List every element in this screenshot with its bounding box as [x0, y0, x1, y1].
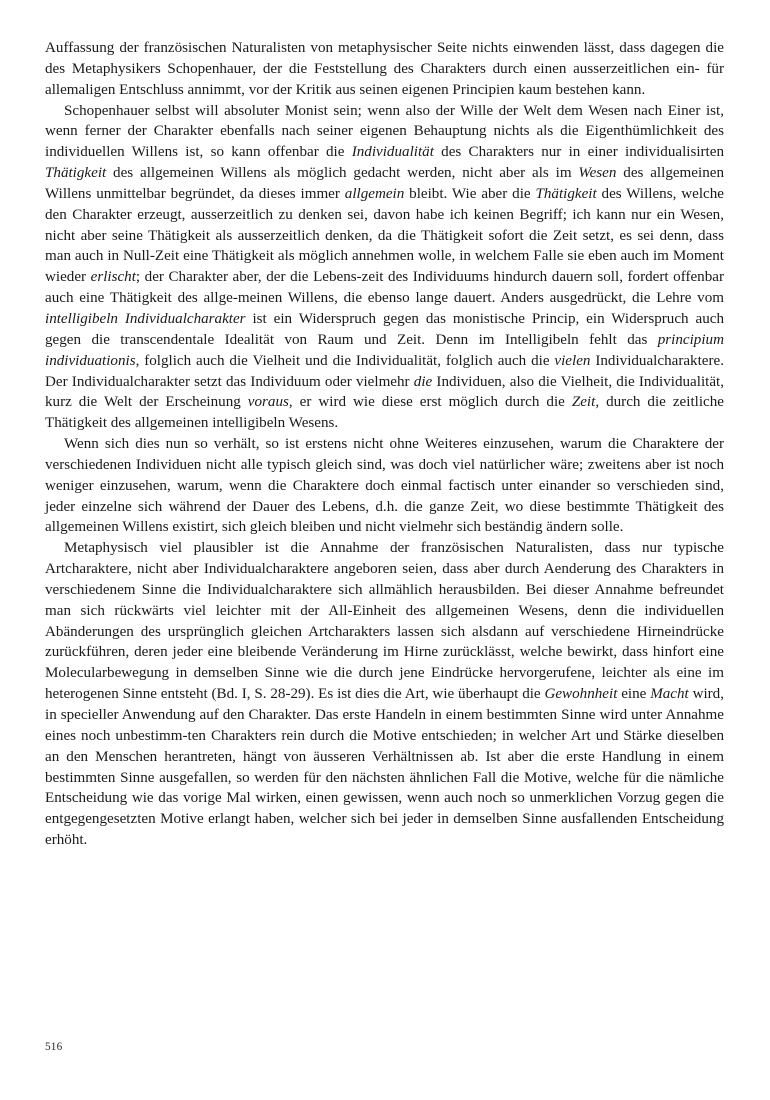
- body-text-block: [45, 38, 724, 851]
- emphasis-text: Thätigkeit: [45, 165, 107, 182]
- emphasis-text: intelligibeln Individualcharakter: [45, 310, 246, 327]
- emphasis-text: voraus: [247, 394, 289, 411]
- emphasis-text: allgemein: [344, 185, 405, 202]
- paragraph: Wenn sich dies nun so verhält, so ist erstens nicht ohne Weiteres einzusehen, warum die Charaktere der verschiedenen Individuen nicht alle typisch gleich sind, was doch viel natürlicher wäre; zweitens aber ist noch weniger einzusehen, warum, wenn die Charaktere doch einmal factisch unter einander so verschieden sind, jeder einzelne sich während der Dauer des Lebens, d.h. die ganze Zeit, wo diese bestimmte Thätigkeit des allgemeinen Willens existirt, sich gleich bleiben und nicht vielmehr sich beständig ändern solle.: [45, 436, 724, 536]
- emphasis-text: principium individuationis: [45, 331, 724, 369]
- emphasis-text: Individualität: [351, 144, 434, 161]
- emphasis-text: vielen: [554, 352, 591, 369]
- paragraph: Metaphysisch viel plausibler ist die Annahme der französischen Naturalisten, dass nur typische Artcharaktere, nicht aber Individualcharaktere angeboren seien, dass aber durch Aenderung des Charakters in verschiedenem Sinne die Individualcharaktere sich allmählich herausbilden. Bei dieser Annahme befreundet man sich rückwärts viel leichter mit der All-Einheit des allgemeinen Wesens, denn die individuellen Abänderungen des ursprünglich gleichen Artcharakters lassen sich alsdann auf verschiedene Hirneindrücke zurückführen, deren jeder eine bleibende Veränderung im Hirne zurücklässt, welche bewirkt, dass hinfort eine Molecularbewegung in demselben Sinne wie die durch jene Eindrücke hervorgerufene, leichter als eine im heterogenen Sinne entsteht (Bd. I, S. 28-29). Es ist dies die Art, wie überhaupt die Gewohnheit eine Macht wird, in specieller Anwendung auf den Charakter. Das erste Handeln in einem bestimmten Sinne wird unter Annahme eines noch unbestimm-ten Charakters rein durch die Motive entschieden; in welcher Art und Stärke dieselben an den Menschen herantreten, hängt von äusseren Verhältnissen ab. Ist aber die erste Handlung in einem bestimmten Sinne ausgefallen, so werden für den nächsten ähnlichen Fall die Motive, welche für die nämliche Entscheidung wie das vorige Mal wirken, einen gewissen, wenn auch noch so unmerklichen Vorzug gegen die entgegengesetzten Motive erlangt haben, welcher sich bei jeder in demselben Sinne ausfallenden Entscheidung erhöht.: [45, 540, 725, 849]
- paragraph: Schopenhauer selbst will absoluter Monist sein; wenn also der Wille der Welt dem Wesen nach Einer ist, wenn ferner der Charakter ebenfalls nach seiner eigenen Behauptung nichts als die Eigenthümlichkeit des individuellen Willens ist, so kann offenbar die Individualität des Charakters nur in einer individualisirten Thätigkeit des allgemeinen Willens als möglich gedacht werden, nicht aber als im Wesen des allgemeinen Willens unmittelbar begründet, da dieses immer allgemein bleibt. Wie aber die Thätigkeit des Willens, welche den Charakter erzeugt, ausserzeitlich zu denken sei, davon habe ich keinen Begriff; ich kann nur ein Wesen, nicht aber seine Thätigkeit als ausserzeitlich denken, da die Thätigkeit sofort die Zeit setzt, es sei denn, dass man auch in Null-Zeit eine Thätigkeit als möglich annehmen wolle, in welchem Falle sie eben auch im Moment wieder erlischt; der Charakter aber, der die Lebens-zeit des Individuums hindurch dauern soll, fordert offenbar auch eine Thätigkeit des allge-meinen Willens, die ebenso lange dauert. Anders ausgedrückt, die Lehre vom intelligibeln Individualcharakter ist ein Widerspruch gegen das monistische Princip, ein Widerspruch auch gegen die transcendentale Idealität von Raum und Zeit. Denn im Intelligibeln fehlt das principium individuationis, folglich auch die Vielheit und die Individualität, folglich auch die vielen Individualcharaktere. Der Individualcharakter setzt das Individuum oder vielmehr die Individuen, also die Vielheit, die Individualität, kurz die Welt der Erscheinung voraus, er wird wie diese erst möglich durch die Zeit, durch die zeitliche Thätigkeit des allgemeinen intelligibeln Wesens.: [45, 102, 725, 432]
- emphasis-text: Thätigkeit: [535, 185, 597, 202]
- emphasis-text: Macht: [650, 686, 689, 703]
- emphasis-text: erlischt: [90, 269, 136, 286]
- emphasis-text: Zeit: [571, 394, 596, 411]
- emphasis-text: die: [413, 373, 433, 390]
- page-number: 516: [45, 1041, 63, 1053]
- emphasis-text: Gewohnheit: [544, 686, 618, 703]
- emphasis-text: Wesen: [578, 165, 617, 182]
- paragraph: Auffassung der französischen Naturalisten von metaphysischer Seite nichts einwenden lässt, dass dagegen die des Metaphysikers Schopenhauer, der die Feststellung des Charakters durch einen ausserzeitlichen ein- für allemaligen Entschluss annimmt, vor der Kritik aus seinen eigenen Principien kaum bestehen kann.: [45, 40, 724, 98]
